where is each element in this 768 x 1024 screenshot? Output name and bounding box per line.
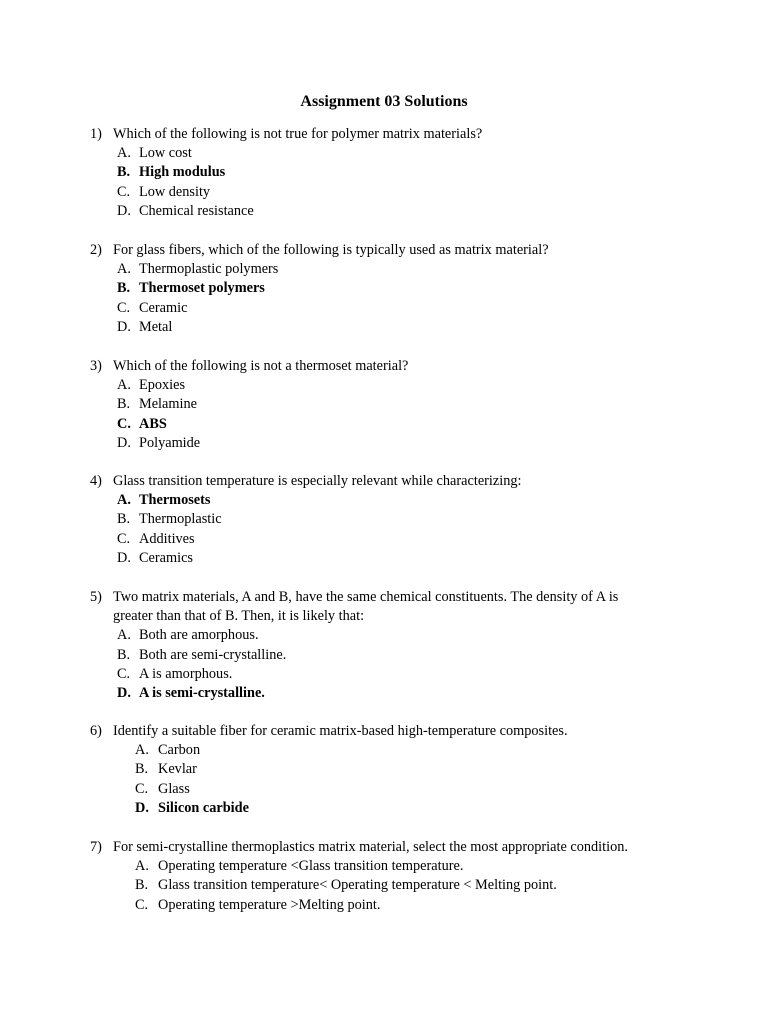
question-text: For semi-crystalline thermoplastics matrix material, select the most appropriate condition. — [113, 839, 628, 855]
option-a — [0, 260, 768, 279]
option-letter: D. — [135, 799, 149, 816]
option-text: Epoxies — [139, 377, 186, 394]
option-letter: C. — [117, 530, 131, 547]
question-4 — [0, 472, 768, 568]
question-text: Identify a suitable fiber for ceramic matrix-based high-temperature composites. — [113, 723, 568, 739]
option-text: Carbon — [158, 742, 201, 759]
option-c — [0, 183, 768, 202]
option-b — [0, 876, 768, 895]
option-letter: B. — [117, 511, 131, 528]
option-c — [0, 530, 768, 549]
option-text: Low cost — [139, 145, 192, 162]
option-list — [0, 144, 768, 221]
question-3 — [0, 357, 768, 453]
option-letter: B. — [135, 877, 149, 894]
question-1 — [0, 125, 768, 221]
question-text: Which of the following is not a thermoset material? — [113, 358, 409, 374]
option-d-correct — [0, 799, 768, 818]
option-c-correct — [0, 415, 768, 434]
option-text: Both are semi-crystalline. — [139, 646, 287, 663]
option-c — [0, 780, 768, 799]
option-list — [0, 626, 768, 703]
question-7 — [0, 838, 768, 915]
option-text: Additives — [139, 530, 195, 547]
option-a — [0, 741, 768, 760]
option-a — [0, 626, 768, 645]
option-d — [0, 202, 768, 221]
question-number: 6) — [90, 723, 102, 739]
option-b — [0, 510, 768, 529]
option-a — [0, 144, 768, 163]
question-text: Which of the following is not true for polymer matrix materials? — [113, 126, 483, 142]
question-line — [0, 241, 768, 260]
option-list — [0, 491, 768, 568]
option-letter: A. — [135, 858, 149, 875]
option-letter: C. — [117, 665, 131, 682]
question-line — [0, 838, 768, 857]
question-line — [0, 125, 768, 144]
option-list — [0, 376, 768, 453]
option-letter: C. — [135, 896, 149, 913]
option-text: Ceramics — [139, 549, 193, 566]
option-letter: A. — [117, 145, 131, 162]
option-c — [0, 299, 768, 318]
option-text: ABS — [139, 415, 167, 432]
option-letter: B. — [117, 164, 131, 181]
question-number: 5) — [90, 589, 102, 605]
question-text: Two matrix materials, A and B, have the same chemical constituents. The density of A is — [113, 589, 619, 605]
option-letter: C. — [117, 183, 131, 200]
option-a-correct — [0, 491, 768, 510]
option-text: Metal — [139, 318, 173, 335]
option-b — [0, 646, 768, 665]
option-text: Low density — [139, 183, 211, 200]
question-6 — [0, 722, 768, 818]
question-line — [0, 472, 768, 491]
option-b-correct — [0, 163, 768, 182]
question-number: 2) — [90, 242, 102, 258]
question-line — [0, 357, 768, 376]
question-number: 7) — [90, 839, 102, 855]
option-d — [0, 434, 768, 453]
option-letter: A. — [117, 492, 131, 509]
option-text: Operating temperature <Glass transition temperature. — [158, 858, 464, 875]
option-text: Operating temperature >Melting point. — [158, 896, 381, 913]
option-letter: D. — [117, 318, 131, 335]
option-letter: A. — [117, 261, 131, 278]
question-text: greater than that of B. Then, it is likely that: — [113, 608, 365, 625]
option-list — [0, 741, 768, 818]
option-text: High modulus — [139, 164, 226, 181]
option-letter: C. — [117, 415, 131, 432]
option-letter: B. — [117, 396, 131, 413]
option-text: Silicon carbide — [158, 799, 249, 816]
question-text: Glass transition temperature is especially relevant while characterizing: — [113, 473, 522, 489]
question-line-continued — [0, 607, 768, 626]
option-letter: D. — [117, 434, 131, 451]
question-number: 1) — [90, 126, 102, 142]
option-text: A is amorphous. — [139, 665, 233, 682]
option-b — [0, 760, 768, 779]
option-a — [0, 376, 768, 395]
option-text: Thermoset polymers — [139, 280, 265, 297]
option-a — [0, 857, 768, 876]
option-letter: D. — [117, 549, 131, 566]
option-d — [0, 549, 768, 568]
question-text: For glass fibers, which of the following is typically used as matrix material? — [113, 242, 549, 258]
option-c — [0, 896, 768, 915]
option-text: A is semi-crystalline. — [139, 684, 265, 701]
option-c — [0, 665, 768, 684]
question-number: 4) — [90, 473, 102, 489]
option-letter: C. — [117, 299, 131, 316]
question-number: 3) — [90, 358, 102, 374]
option-list — [0, 857, 768, 915]
option-text: Thermoplastic polymers — [139, 261, 279, 278]
option-text: Both are amorphous. — [139, 627, 259, 644]
option-text: Chemical resistance — [139, 202, 254, 219]
option-letter: C. — [135, 780, 149, 797]
option-letter: B. — [117, 280, 131, 297]
option-text: Kevlar — [158, 761, 197, 778]
option-letter: B. — [117, 646, 131, 663]
option-letter: A. — [135, 742, 149, 759]
option-text: Polyamide — [139, 434, 201, 451]
option-letter: D. — [117, 684, 131, 701]
option-text: Thermosets — [139, 492, 211, 509]
page-title: Assignment 03 Solutions — [300, 93, 468, 110]
option-b — [0, 395, 768, 414]
question-5 — [0, 588, 768, 703]
option-letter: D. — [117, 202, 131, 219]
option-text: Thermoplastic — [139, 511, 222, 528]
option-list — [0, 260, 768, 337]
option-letter: A. — [117, 627, 131, 644]
option-d — [0, 318, 768, 337]
option-letter: B. — [135, 761, 149, 778]
option-d-correct — [0, 684, 768, 703]
option-text: Glass transition temperature< Operating temperature < Melting point. — [158, 877, 557, 894]
option-text: Glass — [158, 780, 190, 797]
option-letter: A. — [117, 377, 131, 394]
option-text: Melamine — [139, 396, 197, 413]
option-b-correct — [0, 279, 768, 298]
question-line — [0, 722, 768, 741]
question-line — [0, 588, 768, 607]
option-text: Ceramic — [139, 299, 188, 316]
question-2 — [0, 241, 768, 337]
